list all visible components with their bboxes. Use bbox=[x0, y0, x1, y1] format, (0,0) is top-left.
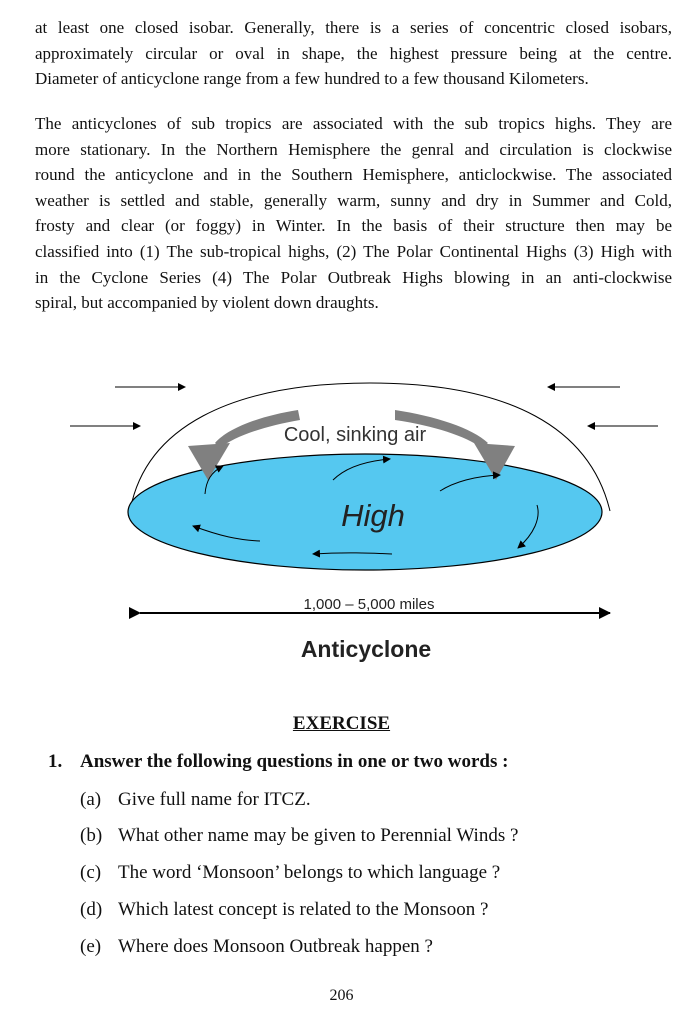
anticyclone-diagram bbox=[60, 368, 670, 668]
question-number: 1. bbox=[48, 751, 63, 772]
sub-question bbox=[80, 936, 433, 958]
question-heading bbox=[48, 751, 508, 773]
sub-question-text: Give full name for ITCZ. bbox=[118, 789, 311, 810]
sub-question bbox=[80, 789, 311, 811]
sub-question-text: The word ‘Monsoon’ belongs to which language ? bbox=[118, 862, 501, 883]
diagram-caption: Anticyclone bbox=[300, 636, 432, 662]
page-number: 206 bbox=[329, 987, 354, 1004]
sinking-air-label: Cool, sinking air bbox=[283, 424, 427, 446]
sub-question-label: (e) bbox=[80, 936, 102, 957]
sub-question-label: (a) bbox=[80, 789, 102, 810]
text-line: The anticyclones of sub tropics are associated with the sub tropics highs. They are bbox=[35, 114, 672, 133]
paragraph-anticyclone-shape bbox=[35, 15, 672, 92]
sub-question bbox=[80, 899, 488, 921]
text-line: frosty and clear (or foggy) in Winter. In the basis of their structure then may be bbox=[35, 216, 672, 236]
sub-question bbox=[80, 825, 518, 847]
text-line: approximately circular or oval in shape, the highest pressure being at the centre. bbox=[35, 43, 672, 63]
text-line: round the anticyclone and in the Southern Hemisphere, anticlockwise. The associated bbox=[35, 165, 672, 185]
text-line: in the Cyclone Series (4) The Polar Outbreak Highs blowing in an anti-clockwise bbox=[35, 267, 672, 287]
sub-question-text: Where does Monsoon Outbreak happen ? bbox=[118, 936, 433, 957]
text-line: more stationary. In the Northern Hemisphere the genral and circulation is clockwise bbox=[35, 139, 672, 159]
question-text: Answer the following questions in one or two words : bbox=[80, 751, 509, 772]
sub-question-label: (b) bbox=[80, 825, 103, 846]
paragraph-subtropic-anticyclones bbox=[35, 111, 672, 316]
sub-question-label: (d) bbox=[80, 899, 103, 920]
text-line: Diameter of anticyclone range from a few hundred to a few thousand Kilometers. bbox=[35, 69, 589, 89]
sub-question-label: (c) bbox=[80, 862, 102, 883]
sub-question-text: Which latest concept is related to the Monsoon ? bbox=[118, 899, 489, 920]
text-line: at least one closed isobar. Generally, there is a series of concentric closed isobars, bbox=[35, 18, 672, 37]
high-pressure-label: High bbox=[341, 498, 405, 533]
text-line: spiral, but accompanied by violent down draughts. bbox=[35, 293, 379, 313]
text-line: classified into (1) The sub-tropical highs, (2) The Polar Continental Highs (3) High with bbox=[35, 241, 672, 261]
sub-question-text: What other name may be given to Perennial Winds ? bbox=[118, 825, 519, 846]
exercise-heading: EXERCISE bbox=[292, 713, 391, 734]
text-line: weather is settled and stable, generally warm, sunny and dry in Summer and Cold, bbox=[35, 190, 672, 210]
sub-question bbox=[80, 862, 500, 884]
scale-label: 1,000 – 5,000 miles bbox=[303, 596, 435, 613]
